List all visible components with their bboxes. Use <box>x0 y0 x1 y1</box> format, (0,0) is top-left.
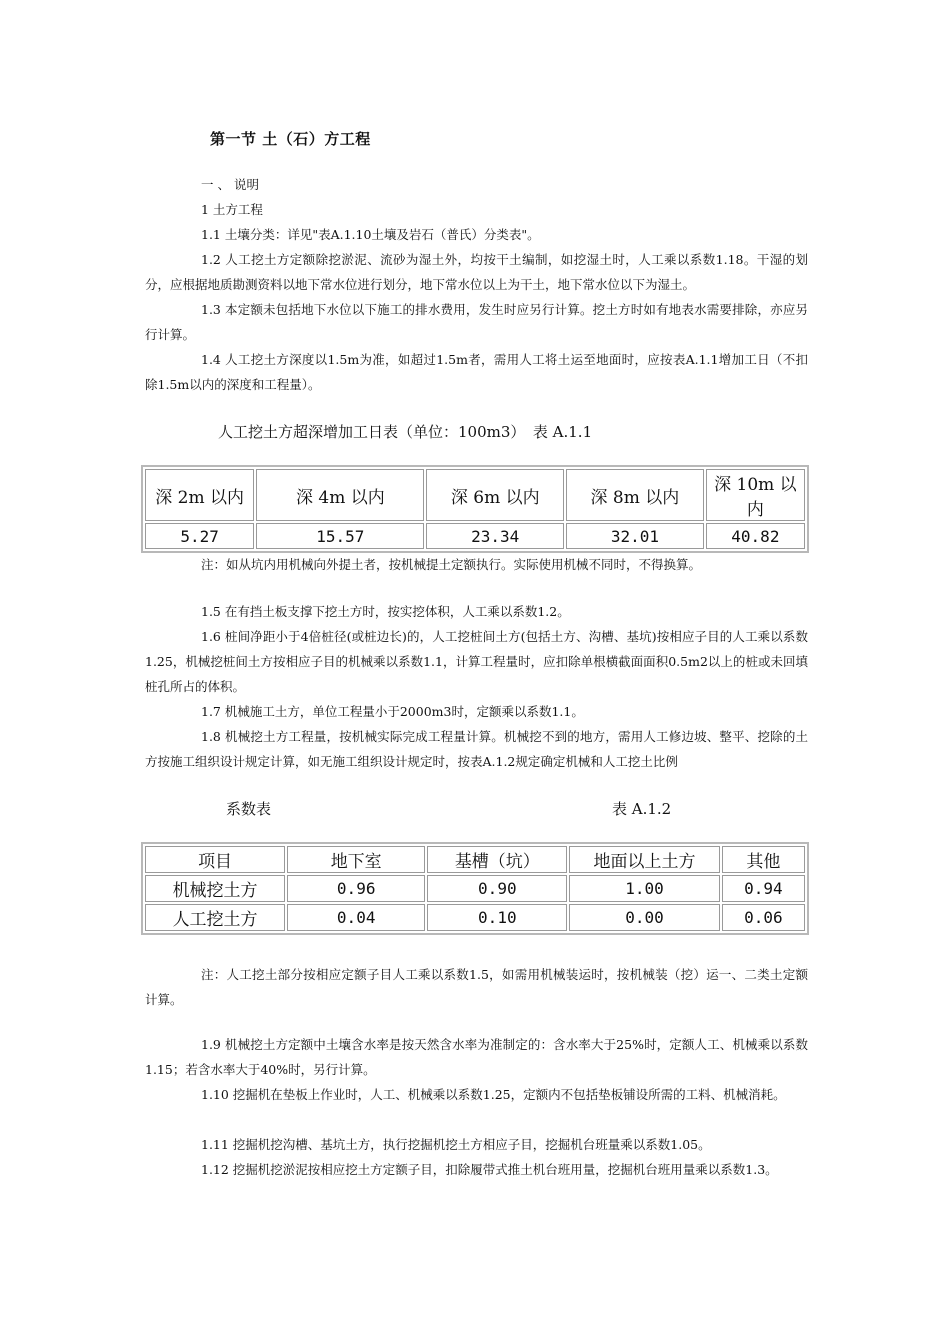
subsection-heading: 1 土方工程 <box>201 202 263 217</box>
table-row <box>145 904 805 931</box>
table-header-cell: 深 10m 以内 <box>706 469 805 521</box>
table-cell: 40.82 <box>706 523 805 549</box>
table-cell: 15.57 <box>256 523 424 549</box>
paragraph-1-10: 1.10 挖掘机在垫板上作业时，人工、机械乘以系数1.25，定额内不包括垫板铺设所需的工料、机械消耗。 <box>201 1087 786 1102</box>
table-header-row <box>145 846 805 873</box>
table-a-1-1 <box>141 465 809 553</box>
table-header-cell: 基槽（坑） <box>427 846 567 873</box>
table-a-1-1-caption: 人工挖土方超深增加工日表（单位：100m3） 表 A.1.1 <box>218 423 593 441</box>
table-header-cell: 深 6m 以内 <box>426 469 564 521</box>
paragraph-1-11: 1.11 挖掘机挖沟槽、基坑土方，执行挖掘机挖土方相应子目，挖掘机台班量乘以系数1.05。 <box>201 1137 711 1152</box>
paragraph-1-9: 1.9 机械挖土方定额中土壤含水率是按天然含水率为准制定的：含水率大于25%时，定额人工、机械乘以系数1.15；若含水率大于40%时，另行计算。 <box>145 1037 808 1077</box>
paragraph-1-3: 1.3 本定额未包括地下水位以下施工的排水费用，发生时应另行计算。挖土方时如有地表水需要排除，亦应另行计算。 <box>145 302 808 342</box>
paragraph-1-12: 1.12 挖掘机挖淤泥按相应挖土方定额子目，扣除履带式推土机台班用量，挖掘机台班用量乘以系数1.3。 <box>201 1162 778 1177</box>
table-row <box>145 875 805 902</box>
paragraph-1-2: 1.2 人工挖土方定额除挖淤泥、流砂为湿土外，均按干土编制，如挖湿土时，人工乘以系数1.18。干湿的划分，应根据地质勘测资料以地下常水位进行划分，地下常水位以上为干土，地下常水位以下为湿土。 <box>145 252 808 292</box>
paragraph-1-1: 1.1 土壤分类：详见"表A.1.10土壤及岩石（普氏）分类表"。 <box>201 227 540 242</box>
paragraph-1-6: 1.6 桩间净距小于4倍桩径(或桩边长)的，人工挖桩间土方(包括土方、沟槽、基坑)按相应子目的人工乘以系数1.25，机械挖桩间土方按相应子目的机械乘以系数1.1，计算工程量时，应扣除单根横截面面积0.5m2以上的桩或未回填桩孔所占的体积。 <box>145 629 808 694</box>
section-heading: 一 、 说明 <box>201 177 259 192</box>
paragraph-1-8: 1.8 机械挖土方工程量，按机械实际完成工程量计算。机械挖不到的地方，需用人工修边坡、整平、挖除的土方按施工组织设计规定计算，如无施工组织设计规定时，按表A.1.2规定确定机械和人工挖土比例 <box>145 729 808 769</box>
table-row-label: 人工挖土方 <box>145 904 285 931</box>
table-cell: 0.96 <box>287 875 425 902</box>
table-header-cell: 其他 <box>722 846 805 873</box>
table-header-cell: 深 2m 以内 <box>145 469 254 521</box>
table-cell: 1.00 <box>569 875 719 902</box>
table-cell: 0.94 <box>722 875 805 902</box>
table-cell: 0.10 <box>427 904 567 931</box>
table-header-cell: 地面以上土方 <box>569 846 719 873</box>
table-header-row <box>145 469 805 521</box>
table-row-label: 机械挖土方 <box>145 875 285 902</box>
paragraph-1-7: 1.7 机械施工土方，单位工程量小于2000m3时，定额乘以系数1.1。 <box>201 704 584 719</box>
paragraph-1-4: 1.4 人工挖土方深度以1.5m为准，如超过1.5m者，需用人工将土运至地面时，应按表A.1.1增加工日（不扣除1.5m以内的深度和工程量）。 <box>145 352 808 392</box>
table-cell: 23.34 <box>426 523 564 549</box>
table-cell: 0.06 <box>722 904 805 931</box>
table-header-cell: 项目 <box>145 846 285 873</box>
table-cell: 0.04 <box>287 904 425 931</box>
page-title: 第一节 土（石）方工程 <box>210 130 371 148</box>
table-header-cell: 深 8m 以内 <box>566 469 704 521</box>
table-a-1-2-caption-right: 表 A.1.2 <box>612 800 672 818</box>
table-cell: 5.27 <box>145 523 254 549</box>
table-a-1-2 <box>141 842 809 935</box>
table-cell: 0.00 <box>569 904 719 931</box>
table-a-1-2-caption-left: 系数表 <box>226 800 272 818</box>
note-1: 注：如从坑内用机械向外提土者，按机械提土定额执行。实际使用机械不同时，不得换算。 <box>201 557 702 572</box>
paragraph-1-5: 1.5 在有挡土板支撑下挖土方时，按实挖体积，人工乘以系数1.2。 <box>201 604 570 619</box>
table-header-cell: 深 4m 以内 <box>256 469 424 521</box>
table-cell: 0.90 <box>427 875 567 902</box>
table-header-cell: 地下室 <box>287 846 425 873</box>
note-2: 注：人工挖土部分按相应定额子目人工乘以系数1.5，如需用机械装运时，按机械装（挖）运一、二类土定额计算。 <box>145 967 808 1007</box>
table-cell: 32.01 <box>566 523 704 549</box>
table-row <box>145 523 805 549</box>
